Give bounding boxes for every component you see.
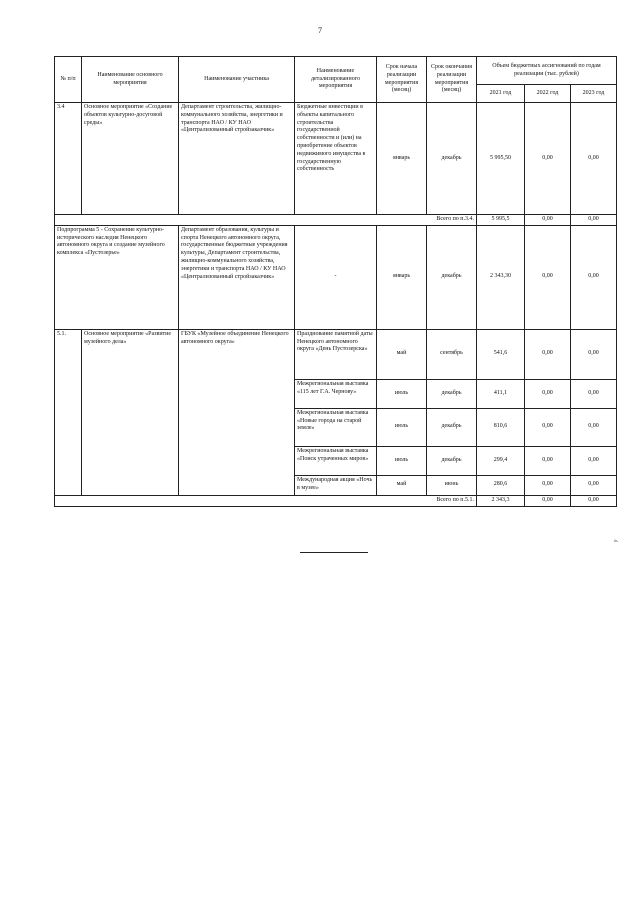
table-row	[55, 329, 617, 379]
header-end: Срок окончания реализации мероприятия (месяц)	[427, 57, 477, 103]
header-num: № п/п	[55, 57, 82, 103]
value-2021: 411,1	[477, 379, 525, 408]
end-month: сентябрь	[427, 329, 477, 379]
start-month: январь	[377, 225, 427, 329]
participant: ГБУК «Музейное объединение Ненецкого автономного округа»	[179, 329, 295, 495]
total-2023: 0,00	[571, 495, 617, 506]
separator-line	[300, 552, 368, 553]
value-2022: 0,00	[525, 408, 571, 446]
detailed-activity: Международная акция «Ночь в музее»	[295, 475, 377, 495]
header-participant: Наименование участника	[179, 57, 295, 103]
total-row	[55, 495, 617, 506]
participant: Департамент строительства, жилищно-коммунального хозяйства, энергетики и транспорта НАО / КУ НАО «Централизованный стройзаказчик»	[179, 103, 295, 215]
start-month: май	[377, 329, 427, 379]
value-2023: 0,00	[571, 475, 617, 495]
total-2022: 0,00	[525, 215, 571, 226]
detailed-activity: Празднование памятной даты Ненецкого автономного округа «День Пустозерска»	[295, 329, 377, 379]
end-month: декабрь	[427, 379, 477, 408]
budget-table	[54, 56, 617, 507]
value-2022: 0,00	[525, 225, 571, 329]
closing-quote-mark: ».	[614, 538, 619, 544]
value-2022: 0,00	[525, 475, 571, 495]
end-month: июнь	[427, 475, 477, 495]
end-month: декабрь	[427, 103, 477, 215]
detailed-activity: -	[295, 225, 377, 329]
value-2021: 280,6	[477, 475, 525, 495]
subprogram-title: Подпрограмма 5 - Сохранение культурно-исторического наследия Ненецкого автономного округа и создание музейного комплекса «Пустозерье»	[55, 225, 179, 329]
header-year-2021: 2021 год	[477, 85, 525, 103]
value-2022: 0,00	[525, 446, 571, 475]
start-month: июль	[377, 446, 427, 475]
page-number: 7	[318, 26, 322, 35]
value-2021: 810,6	[477, 408, 525, 446]
value-2021: 299,4	[477, 446, 525, 475]
detailed-activity: Межрегиональная выставка «115 лет Г.А. Чернову»	[295, 379, 377, 408]
value-2023: 0,00	[571, 379, 617, 408]
value-2023: 0,00	[571, 225, 617, 329]
header-start: Срок начала реализации мероприятия (месяц)	[377, 57, 427, 103]
value-2022: 0,00	[525, 329, 571, 379]
total-2023: 0,00	[571, 215, 617, 226]
row-num: 5.1.	[55, 329, 82, 495]
main-activity: Основное мероприятие «Развитие музейного дела»	[82, 329, 179, 495]
header-detailed-activity: Наименование детализированного мероприятия	[295, 57, 377, 103]
detailed-activity: Бюджетные инвестиции в объекты капитального строительства государственной собственности и (или) на приобретение объектов недвижимого имущества в государственную собственность	[295, 103, 377, 215]
table-row	[55, 103, 617, 215]
value-2023: 0,00	[571, 446, 617, 475]
value-2023: 0,00	[571, 408, 617, 446]
value-2021: 2 343,30	[477, 225, 525, 329]
value-2023: 0,00	[571, 103, 617, 215]
end-month: декабрь	[427, 225, 477, 329]
participant: Департамент образования, культуры и спорта Ненецкого автономного округа, государственные бюджетные учреждения культуры, Департамент строительства, жилищно-коммунального хозяйства, энергетики и транспорта НАО / КУ НАО «Централизованный стройзаказчик»	[179, 225, 295, 329]
total-2021: 2 343,3	[477, 495, 525, 506]
value-2022: 0,00	[525, 103, 571, 215]
total-2021: 5 995,5	[477, 215, 525, 226]
detailed-activity: Межрегиональная выставка «Поиск утраченных миров»	[295, 446, 377, 475]
value-2021: 541,6	[477, 329, 525, 379]
end-month: декабрь	[427, 446, 477, 475]
row-num: 3.4	[55, 103, 82, 215]
total-2022: 0,00	[525, 495, 571, 506]
subprogram-row	[55, 225, 617, 329]
header-year-2023: 2023 год	[571, 85, 617, 103]
value-2023: 0,00	[571, 329, 617, 379]
total-label: Всего по п.3.4.	[55, 215, 477, 226]
total-label: Всего по п.5.1.	[55, 495, 477, 506]
value-2022: 0,00	[525, 379, 571, 408]
end-month: декабрь	[427, 408, 477, 446]
total-row	[55, 215, 617, 226]
detailed-activity: Межрегиональная выставка «Новые города на старой земле»	[295, 408, 377, 446]
start-month: май	[377, 475, 427, 495]
value-2021: 5 995,50	[477, 103, 525, 215]
start-month: январь	[377, 103, 427, 215]
header-budget: Объем бюджетных ассигнований по годам реализации (тыс. рублей)	[477, 57, 617, 85]
header-year-2022: 2022 год	[525, 85, 571, 103]
header-main-activity: Наименование основного мероприятия	[82, 57, 179, 103]
start-month: июль	[377, 408, 427, 446]
start-month: июль	[377, 379, 427, 408]
main-activity: Основное мероприятие «Создание объектов культурно-досуговой среды»	[82, 103, 179, 215]
